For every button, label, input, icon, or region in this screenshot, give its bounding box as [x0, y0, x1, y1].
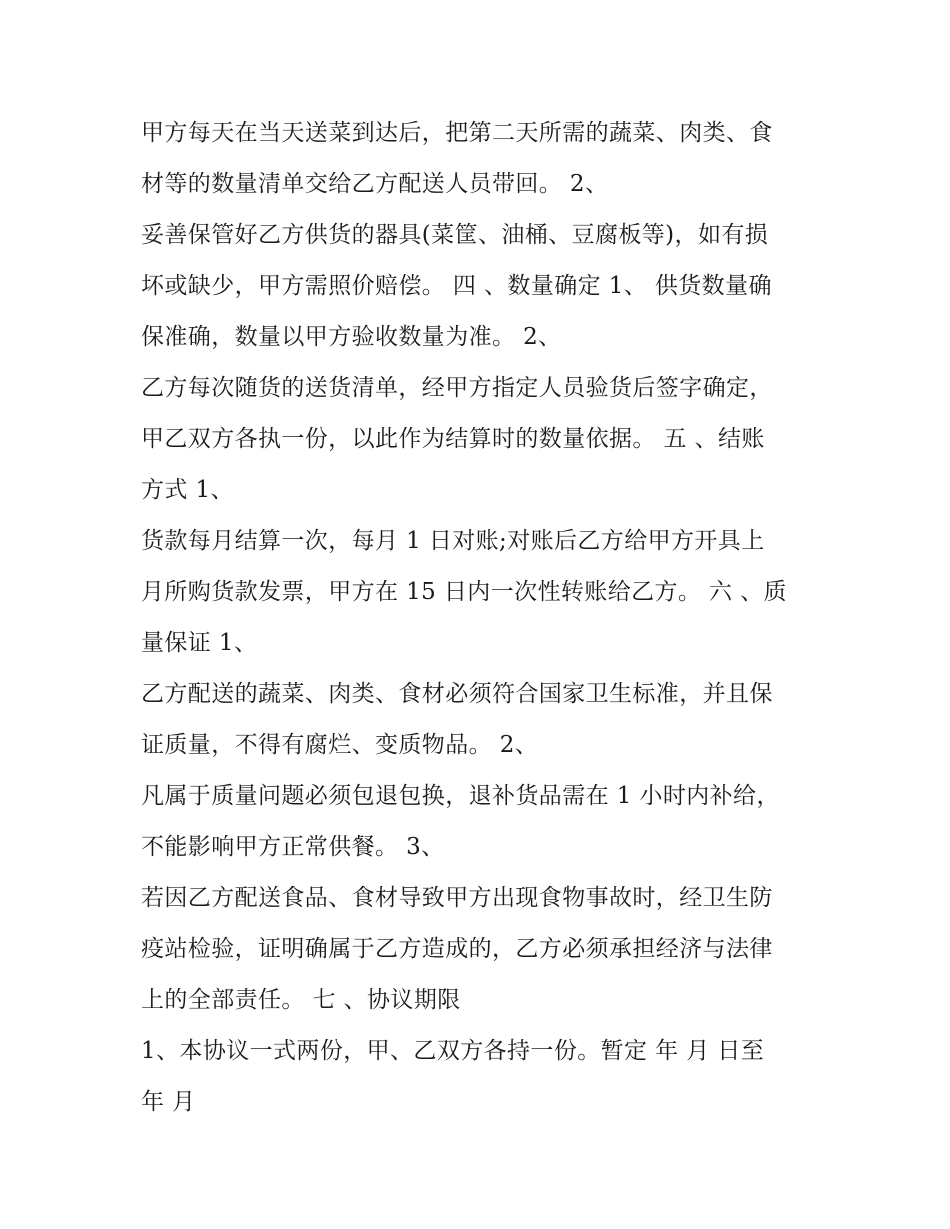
text-line: 上的全部责任。 七 、协议期限: [141, 987, 461, 1013]
text-line: 甲方每天在当天送菜到达后，把第二天所需的蔬菜、肉类、食: [141, 120, 773, 146]
text-line: 坏或缺少，甲方需照价赔偿。 四 、数量确定 1、 供货数量确: [141, 273, 772, 299]
text-line: 1、本协议一式两份，甲、乙双方各持一份。暂定 年 月 日至: [141, 1038, 765, 1064]
text-line: 乙方每次随货的送货清单，经甲方指定人员验货后签字确定，: [141, 375, 773, 401]
text-line: 证质量，不得有腐烂、变质物品。 2、: [141, 732, 539, 758]
text-line: 年 月: [141, 1089, 196, 1115]
text-line: 方式 1、: [141, 477, 234, 503]
text-line: 疫站检验，证明确属于乙方造成的，乙方必须承担经济与法律: [141, 936, 773, 962]
text-line: 若因乙方配送食品、食材导致甲方出现食物事故时，经卫生防: [141, 885, 773, 911]
text-line: 货款每月结算一次，每月 1 日对账;对账后乙方给甲方开具上: [141, 528, 765, 554]
text-line: 凡属于质量问题必须包退包换，退补货品需在 1 小时内补给，: [141, 783, 780, 809]
text-line: 乙方配送的蔬菜、肉类、食材必须符合国家卫生标准，并且保: [141, 681, 773, 707]
text-line: 甲乙双方各执一份，以此作为结算时的数量依据。 五 、结账: [141, 426, 765, 452]
text-line: 不能影响甲方正常供餐。 3、: [141, 834, 445, 860]
text-line: 妥善保管好乙方供货的器具(菜筐、油桶、豆腐板等)，如有损: [141, 222, 769, 248]
text-line: 保准确，数量以甲方验收数量为准。 2、: [141, 324, 562, 350]
text-line: 月所购货款发票，甲方在 15 日内一次性转账给乙方。 六 、质: [141, 579, 787, 605]
text-line: 材等的数量清单交给乙方配送人员带回。 2、: [141, 171, 609, 197]
text-line: 量保证 1、: [141, 630, 258, 656]
body-text: [141, 108, 831, 1128]
